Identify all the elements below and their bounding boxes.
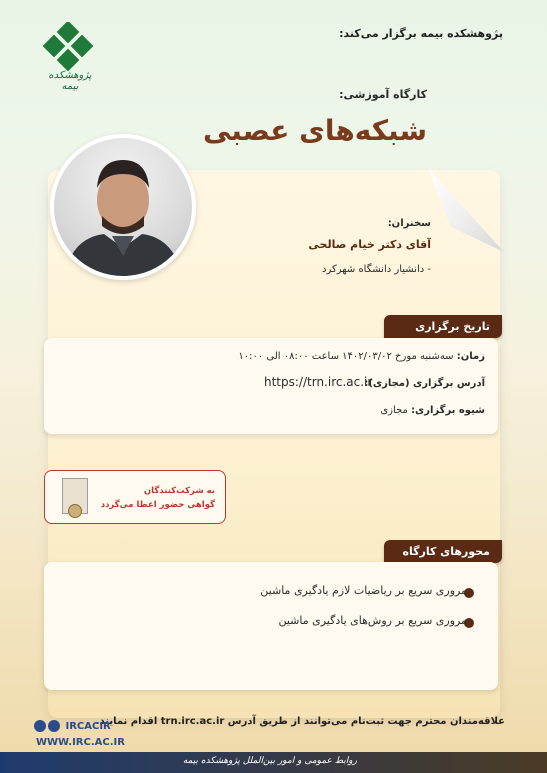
social-handle[interactable] xyxy=(34,720,111,732)
mode-row xyxy=(380,405,485,416)
person-silhouette-icon xyxy=(54,138,192,276)
address-link[interactable]: https://trn.irc.ac.ir xyxy=(264,375,373,389)
website-link[interactable]: WWW.IRC.AC.IR xyxy=(36,737,125,748)
time-row xyxy=(238,351,485,362)
speaker-role: - دانشیار دانشگاه شهرکرد xyxy=(322,264,431,275)
certificate-line-1: به شرکت‌کنندگان xyxy=(143,486,215,496)
bottom-bar-text: روابط عمومی و امور بین‌الملل پژوهشکده بیمه xyxy=(182,756,357,766)
topic-item: مروری سریع بر روش‌های یادگیری ماشین xyxy=(278,614,467,627)
topics-tab: محورهای کارگاه xyxy=(384,540,502,563)
workshop-title: شبکه‌های عصبی xyxy=(202,114,427,147)
logo-caption: پژوهشکده بیمه xyxy=(48,70,92,92)
organizer-line: پژوهشکده بیمه برگزار می‌کند: xyxy=(339,27,503,40)
address-label: آدرس برگزاری (مجازی): xyxy=(364,378,485,389)
registration-note: علاقه‌مندان محترم جهت ثبت‌نام می‌توانند از طریق آدرس trn.irc.ac.ir اقدام نمایند. xyxy=(95,716,505,727)
telegram-icon xyxy=(48,720,60,732)
mode-value: مجازی xyxy=(380,405,408,416)
schedule-tab: تاریخ برگزاری xyxy=(384,315,502,338)
social-handle-text: IRCACIR xyxy=(65,721,111,732)
mode-label: شیوه برگزاری: xyxy=(411,405,485,416)
speaker-name: آقای دکتر خیام صالحی xyxy=(308,238,431,251)
topic-item: مروری سریع بر ریاضیات لازم یادگیری ماشین xyxy=(260,584,467,597)
time-value: سه‌شنبه مورخ ۱۴۰۲/۰۳/۰۲ ساعت ۰۸:۰۰ الی ۱۰:۰۰ xyxy=(238,351,454,362)
instagram-icon xyxy=(34,720,46,732)
workshop-label: کارگاه آموزشی: xyxy=(339,88,427,101)
address-row xyxy=(364,378,485,389)
certificate-line-2: گواهی حضور اعطا می‌گردد xyxy=(100,500,215,510)
time-label: زمان: xyxy=(456,351,485,362)
speaker-label: سخنران: xyxy=(387,218,431,229)
speaker-photo xyxy=(50,134,196,280)
seal-icon xyxy=(68,504,82,518)
